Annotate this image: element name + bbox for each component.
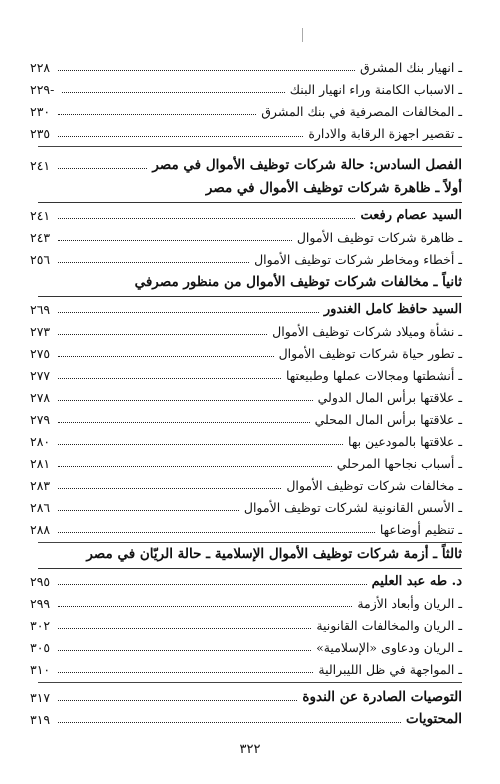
- dot-leader: [58, 650, 311, 651]
- toc-entry[interactable]: [30, 100, 462, 119]
- toc-entry-title: ـ أخطاء ومخاطر شركات توظيف الأموال: [254, 252, 462, 267]
- toc-entry-title: المحتويات: [405, 711, 462, 727]
- dot-leader: [58, 444, 343, 445]
- toc-entry-title: الفصل السادس: حالة شركات توظيف الأموال في مصر: [152, 157, 462, 173]
- dot-leader: [58, 400, 312, 401]
- dot-leader: [58, 240, 292, 241]
- toc-entry-title: ـ الريان ودعاوى «الإسلامية»: [316, 640, 462, 655]
- dot-leader: [58, 334, 267, 335]
- toc-entry[interactable]: [30, 342, 462, 361]
- toc-entry[interactable]: [30, 496, 462, 515]
- section-divider: [38, 146, 462, 147]
- toc-entry-title: ـ علاقتها برأس المال المحلي: [314, 412, 462, 427]
- toc-entry[interactable]: [30, 474, 462, 493]
- dot-leader: [58, 136, 303, 137]
- toc-entry[interactable]: [30, 364, 462, 383]
- toc-entry[interactable]: [30, 248, 462, 267]
- toc-entry-page: ٢٢٨: [30, 60, 51, 75]
- toc-entry-title: التوصيات الصادرة عن الندوة: [302, 689, 462, 705]
- dot-leader: [58, 722, 401, 723]
- dot-leader: [58, 532, 375, 533]
- toc-entry-page: ٢٩٥: [30, 574, 51, 589]
- toc-entry-title: د. طه عبد العليم: [371, 574, 462, 589]
- dot-leader: [58, 356, 273, 357]
- toc-entry-title: السيد حافظ كامل الغندور: [323, 302, 462, 317]
- toc-entry[interactable]: [30, 122, 462, 141]
- toc-entry-title: ـ المخالفات المصرفية في بنك المشرق: [261, 104, 462, 119]
- toc-entry-page: ٣١٩: [30, 712, 51, 727]
- dot-leader: [58, 606, 352, 607]
- heading-underline: [38, 296, 462, 297]
- toc-entry-page: ٢٨٣: [30, 478, 51, 493]
- toc-chapter-entry[interactable]: [30, 708, 462, 727]
- toc-entry-page: ٣٠٢: [30, 618, 51, 633]
- toc-entry-page: ٢٧٧: [30, 368, 51, 383]
- toc-entry[interactable]: [30, 320, 462, 339]
- toc-author-entry[interactable]: [30, 570, 462, 589]
- toc-entry[interactable]: [30, 636, 462, 655]
- toc-entry-title: ـ علاقتها بالمودعين بها: [348, 434, 462, 449]
- toc-author-entry[interactable]: [30, 298, 462, 317]
- dot-leader: [58, 466, 332, 467]
- toc-entry[interactable]: [30, 592, 462, 611]
- dot-leader: [58, 70, 355, 71]
- toc-entry-page: ٢٧٩: [30, 412, 51, 427]
- toc-entry-title: ـ مخالفات شركات توظيف الأموال: [286, 478, 462, 493]
- toc-entry-page: ٢٣٠: [30, 104, 51, 119]
- toc-entry-page: -٢٢٩: [30, 82, 55, 97]
- toc-entry-page: ٢٤١: [30, 158, 51, 173]
- toc-entry-title: ـ أنشطتها ومجالات عملها وطبيعتها: [285, 368, 462, 383]
- section-heading: ثالثاً ـ أزمة شركات توظيف الأموال الإسلامية ـ حالة الريّان في مصر: [86, 546, 462, 562]
- toc-entry[interactable]: [30, 658, 462, 677]
- dot-leader: [58, 168, 147, 169]
- toc-entry[interactable]: [30, 408, 462, 427]
- toc-entry[interactable]: [30, 430, 462, 449]
- toc-entry-page: ٢٨٦: [30, 500, 51, 515]
- toc-entry-title: ـ تنظيم أوضاعها: [379, 522, 462, 537]
- heading-underline: [38, 202, 462, 203]
- dot-leader: [58, 312, 319, 313]
- toc-entry-title: ـ علاقتها برأس المال الدولي: [317, 390, 462, 405]
- toc-entry-page: ٢٧٣: [30, 324, 51, 339]
- toc-entry-page: ٢٥٦: [30, 252, 51, 267]
- toc-entry-page: ٢٤١: [30, 208, 51, 223]
- toc-entry-title: ـ تقصير اجهزة الرقابة والادارة: [308, 126, 462, 141]
- toc-entry[interactable]: [30, 518, 462, 537]
- toc-entry[interactable]: [30, 452, 462, 471]
- toc-author-entry[interactable]: [30, 204, 462, 223]
- toc-entry-page: ٣٠٥: [30, 640, 51, 655]
- toc-entry-title: ـ الريان والمخالفات القانونية: [316, 618, 462, 633]
- section-divider: [38, 542, 462, 543]
- toc-entry-page: ٢٨٠: [30, 434, 51, 449]
- dot-leader: [58, 422, 309, 423]
- toc-entry[interactable]: [30, 614, 462, 633]
- toc-entry[interactable]: [30, 78, 462, 97]
- dot-leader: [58, 262, 249, 263]
- toc-entry-title: ـ الأسس القانونية لشركات توظيف الأموال: [243, 500, 462, 515]
- toc-entry-page: ٣١٠: [30, 662, 51, 677]
- toc-entry-title: ـ الريان وأبعاد الأزمة: [357, 596, 462, 611]
- toc-entry-title: السيد عصام رفعت: [360, 208, 462, 223]
- page-number: ٣٢٢: [239, 742, 261, 757]
- dot-leader: [58, 584, 366, 585]
- toc-entry-title: ـ أسباب نجاحها المرحلي: [336, 456, 462, 471]
- dot-leader: [58, 114, 256, 115]
- toc-entry[interactable]: [30, 226, 462, 245]
- section-divider: [38, 682, 462, 683]
- section-heading: ثانياً ـ مخالفات شركات توظيف الأموال من منظور مصرفي: [134, 274, 462, 290]
- dot-leader: [58, 700, 297, 701]
- dot-leader: [58, 378, 281, 379]
- toc-entry[interactable]: [30, 56, 462, 75]
- toc-entry-page: ٢٩٩: [30, 596, 51, 611]
- toc-entry-title: ـ نشأة وميلاد شركات توظيف الأموال: [272, 324, 462, 339]
- toc-entry[interactable]: [30, 386, 462, 405]
- toc-chapter-entry[interactable]: [30, 154, 462, 173]
- toc-entry-page: ٢٧٨: [30, 390, 51, 405]
- dot-leader: [58, 510, 239, 511]
- dot-leader: [62, 92, 284, 93]
- toc-entry-title: ـ انهيار بنك المشرق: [360, 60, 462, 75]
- toc-entry-title: ـ ظاهرة شركات توظيف الأموال: [296, 230, 462, 245]
- dot-leader: [58, 628, 311, 629]
- dot-leader: [58, 672, 313, 673]
- dot-leader: [58, 488, 281, 489]
- toc-entry-title: ـ الاسباب الكامنة وراء انهيار البنك: [289, 82, 462, 97]
- toc-entry-page: ٢٤٣: [30, 230, 51, 245]
- toc-chapter-entry[interactable]: [30, 686, 462, 705]
- dot-leader: [58, 218, 355, 219]
- toc-entry-page: ٢٨١: [30, 456, 51, 471]
- toc-entry-page: ٢٧٥: [30, 346, 51, 361]
- toc-entry-title: ـ المواجهة في ظل الليبرالية: [318, 662, 462, 677]
- toc-entry-page: ٢٨٨: [30, 522, 51, 537]
- section-heading: أولاً ـ ظاهرة شركات توظيف الأموال في مصر: [205, 180, 462, 196]
- toc-entry-page: ٢٦٩: [30, 302, 51, 317]
- heading-underline: [38, 568, 462, 569]
- toc-entry-title: ـ تطور حياة شركات توظيف الأموال: [278, 346, 462, 361]
- margin-mark: [302, 28, 303, 42]
- toc-entry-page: ٣١٧: [30, 690, 51, 705]
- toc-entry-page: ٢٣٥: [30, 126, 51, 141]
